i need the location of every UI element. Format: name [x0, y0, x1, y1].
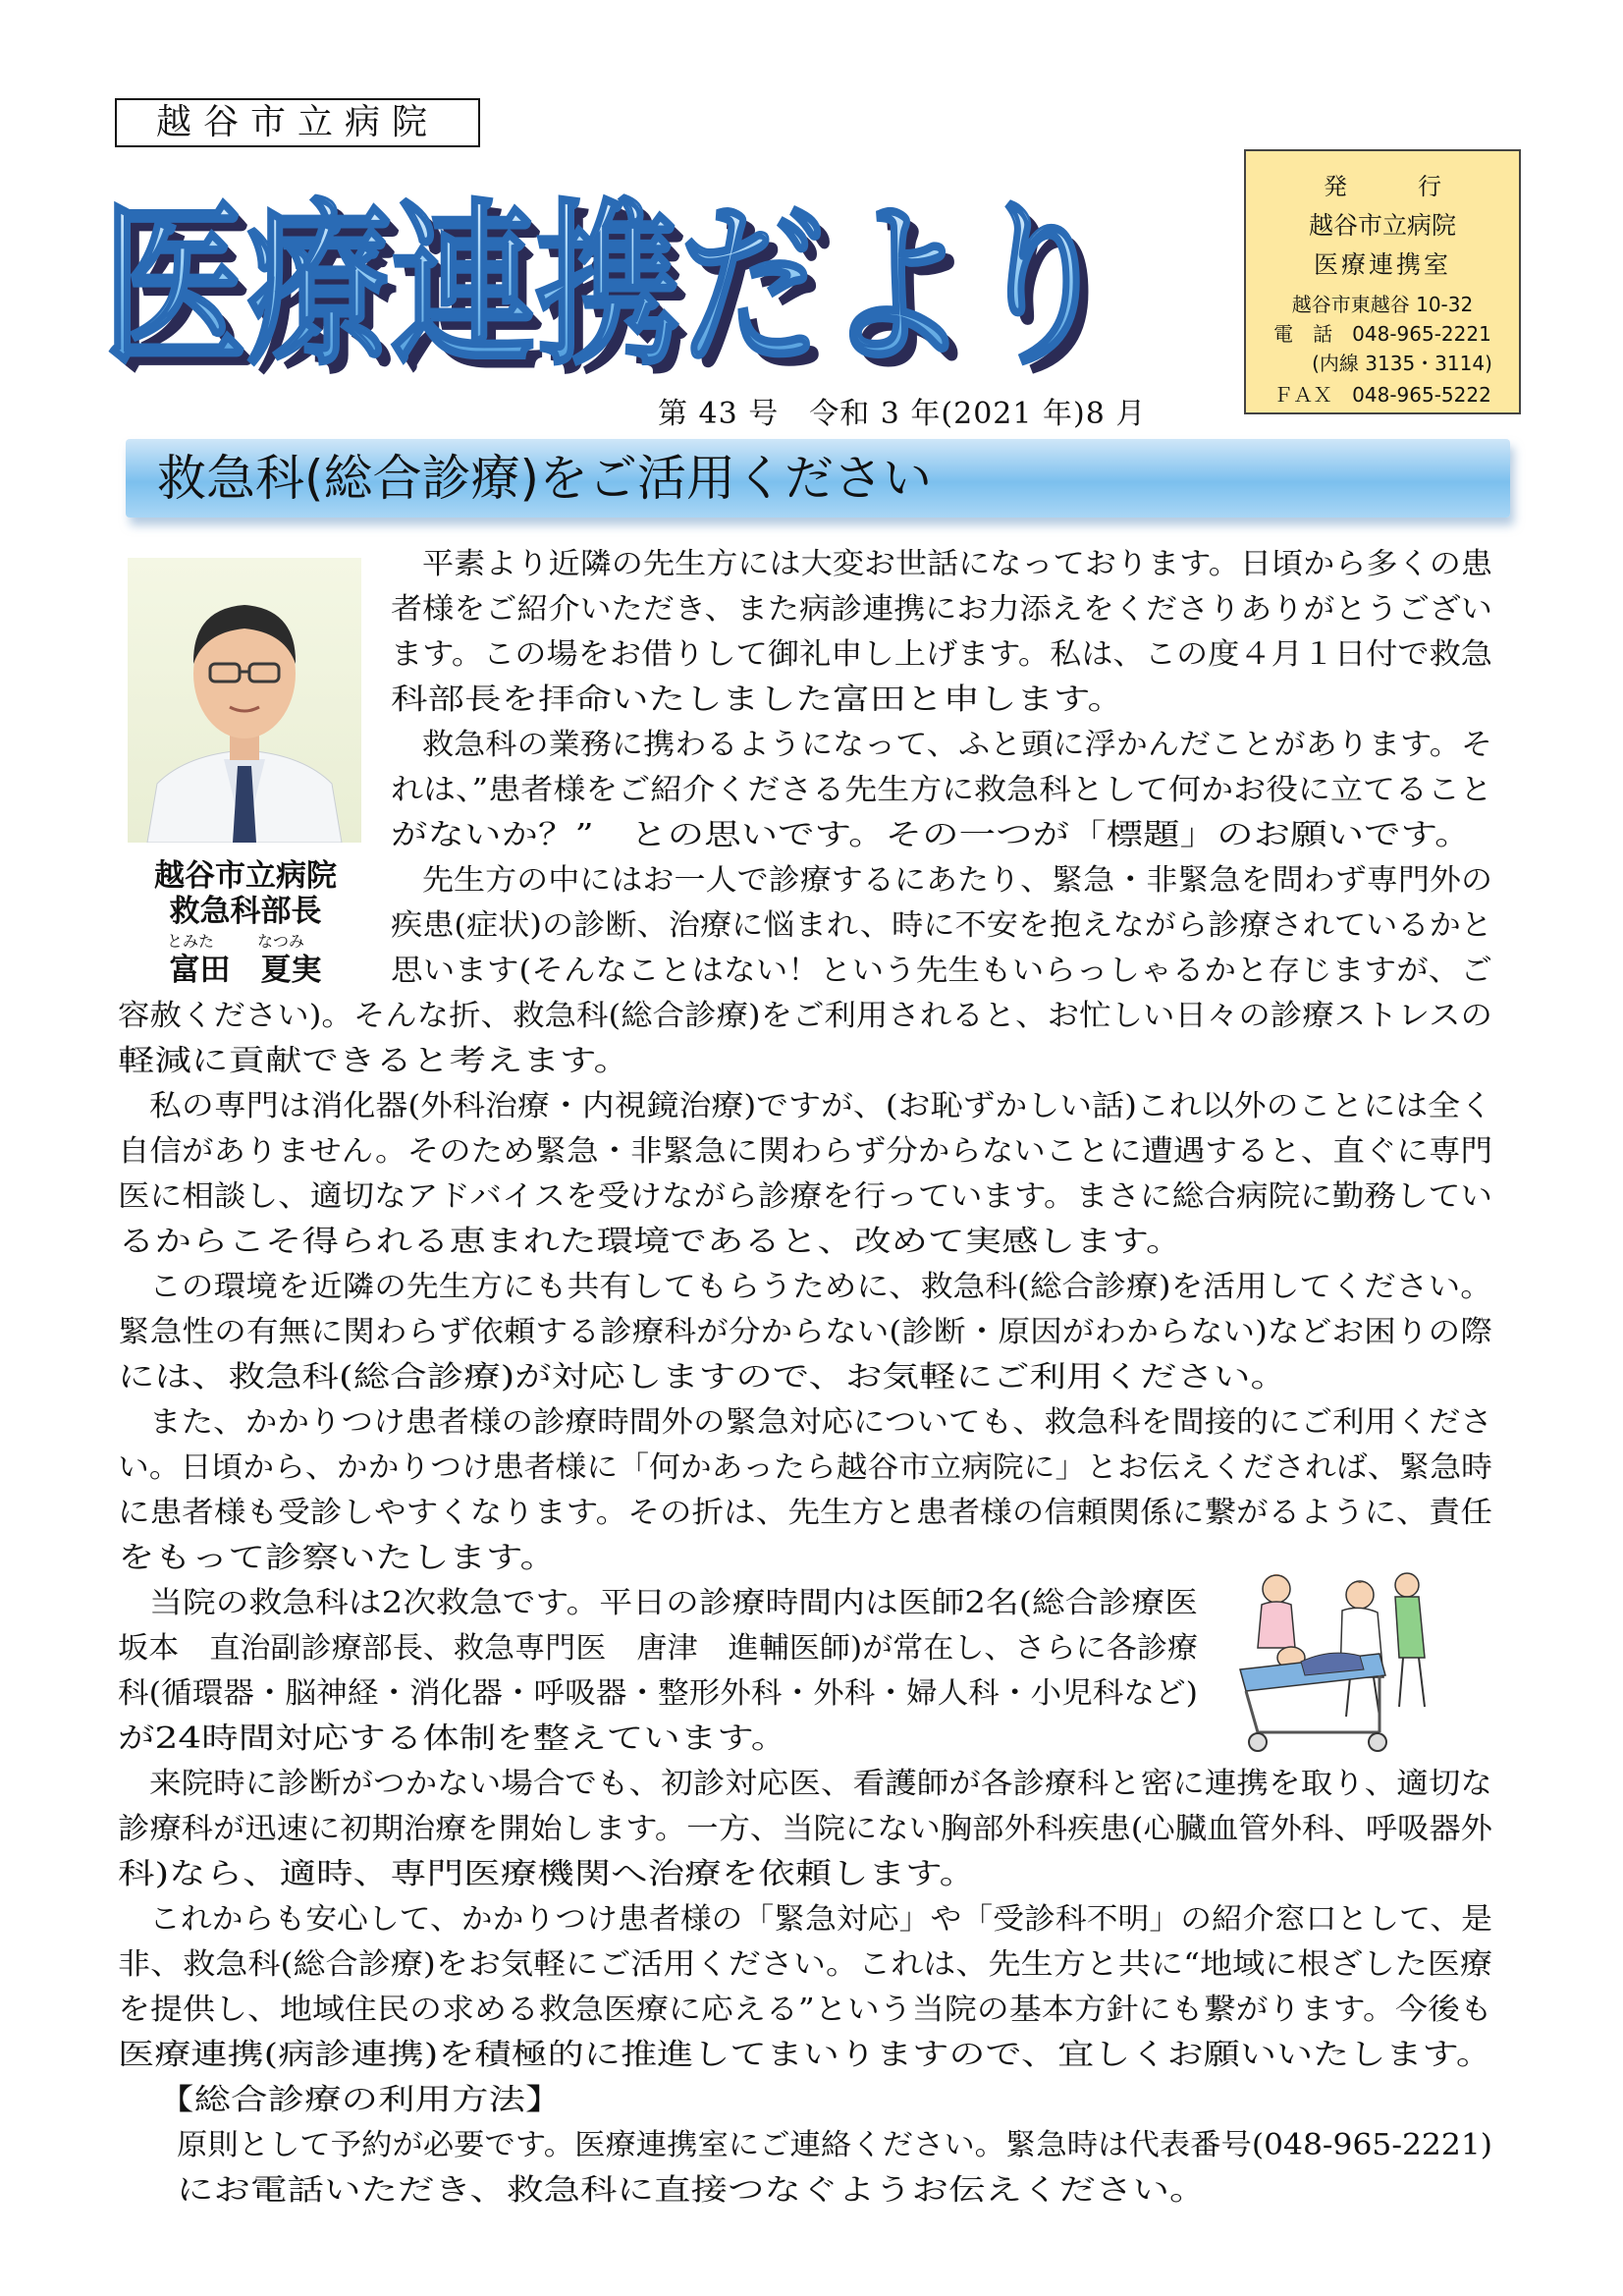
usage-line: にお電話いただき、救急科に直接つなぐようお伝えください。: [177, 2173, 1207, 2208]
text-line: 非、救急科(総合診療)をお気軽にご活用ください。これは、先生方と共に“地域に根ざした医療: [118, 1947, 1492, 1982]
text-line: 救急科の業務に携わるようになって、ふと頭に浮かんだことがあります。そ: [422, 728, 1492, 762]
publisher-line: 発 行: [1324, 173, 1441, 200]
article-title: 救急科(総合診療)をご活用ください: [157, 450, 933, 507]
text-line: 医療連携(病診連携)を積極的に推進してまいりますので、宜しくお願いいたします。: [118, 2038, 1492, 2072]
text-line: を提供し、地域住民の求める救急医療に応える”という当院の基本方針にも繋がります。今後も: [118, 1993, 1492, 2027]
text-line: 私の専門は消化器(外科治療・内視鏡治療)ですが、(お恥ずかしい話)これ以外のことには全く: [149, 1089, 1492, 1123]
text-line: この環境を近隣の先生方にも共有してもらうために、救急科(総合診療)を活用してください。: [149, 1270, 1492, 1304]
issue-number: 第 43 号 令和 3 年(2021 年)8 月: [658, 397, 1147, 431]
text-line: 思います(そんなことはない！という先生もいらっしゃるかと存じますが、ご: [391, 954, 1492, 988]
text-line: 軽減に貢献できると考えます。: [118, 1044, 631, 1078]
text-line: 平素より近隣の先生方には大変お世話になっております。日頃から多くの患: [422, 547, 1492, 581]
text-line: 科部長を拝命いたしました富田と申します。: [391, 683, 1125, 717]
text-line: がないか？” との思いです。その一つが「標題」のお願いです。: [391, 818, 1472, 852]
author-photo: [128, 558, 361, 843]
publisher-box: [1244, 149, 1521, 414]
text-line: が24時間対応する体制を整えています。: [118, 1722, 788, 1756]
text-line: 緊急性の有無に関わらず依頼する診療科が分からない(診断・原因がわからない)などお困りの際: [118, 1315, 1492, 1349]
text-line: 疾患(症状)の診断、治療に悩まれ、時に不安を抱えながら診療されているかと: [391, 908, 1492, 943]
publisher-line: 越谷市東越谷 10-32: [1291, 293, 1474, 316]
author-position: 救急科部長: [169, 894, 322, 929]
text-line: 医に相談し、適切なアドバイスを受けながら診療を行っています。まさに総合病院に勤務してい: [118, 1179, 1492, 1214]
text-line: 診療科が迅速に初期治療を開始します。一方、当院にない胸部外科疾患(心臓血管外科、呼吸器外: [118, 1812, 1493, 1846]
text-line: れは、”患者様をご紹介くださる先生方に救急科として何かお役に立てること: [391, 773, 1492, 807]
publisher-line: 医療連携室: [1313, 250, 1451, 279]
author-ruby-given: なつみ: [257, 932, 305, 951]
author-name: 富田 夏実: [169, 953, 322, 988]
stretcher-illustration: [1232, 1559, 1448, 1761]
text-line: これからも安心して、かかりつけ患者様の「緊急対応」や「受診科不明」の紹介窓口として、是: [149, 1902, 1492, 1937]
text-line: るからこそ得られる恵まれた環境であると、改めて実感します。: [118, 1225, 1183, 1259]
publisher-line: (内線 3135・3114): [1312, 352, 1492, 375]
text-line: 者様をご紹介いただき、また病診連携にお力添えをくださりありがとうござい: [391, 592, 1492, 627]
text-line: 科(循環器・脳神経・消化器・呼吸器・整形外科・外科・婦人科・小児科など): [118, 1676, 1198, 1711]
text-line: 自信がありません。そのため緊急・非緊急に関わらず分からないことに遭遇すると、直ぐに専門: [118, 1134, 1492, 1169]
svg-text:医療連携だより: 医療連携だより: [112, 194, 1123, 400]
hospital-name-box: 越谷市立病院: [115, 98, 480, 147]
text-line: をもって診察いたします。: [118, 1541, 558, 1575]
usage-heading: 【総合診療の利用方法】: [157, 2083, 563, 2117]
text-line: ます。この場をお借りして御礼申し上げます。私は、この度４月１日付で救急: [391, 637, 1492, 672]
text-line: には、救急科(総合診療)が対応しますので、お気軽にご利用ください。: [118, 1360, 1288, 1394]
text-line: 科)なら、適時、専門医療機関へ治療を依頼します。: [118, 1857, 977, 1891]
text-line: 先生方の中にはお一人で診療するにあたり、緊急・非緊急を問わず専門外の: [422, 863, 1492, 898]
text-line: 容赦ください)。そんな折、救急科(総合診療)をご利用されると、お忙しい日々の診療ストレスの: [118, 999, 1492, 1033]
text-line: 来院時に診断がつかない場合でも、初診対応医、看護師が各診療科と密に連携を取り、適切な: [149, 1767, 1493, 1801]
text-line: い。日頃から、かかりつけ患者様に「何かあったら越谷市立病院に」とお伝えくだされば、緊急時: [118, 1450, 1492, 1485]
publisher-line: 電 話 048-965-2221: [1273, 322, 1491, 346]
usage-line: 原則として予約が必要です。医療連携室にご連絡ください。緊急時は代表番号(048-965-2221): [177, 2128, 1492, 2162]
text-line: 坂本 直治副診療部長、救急専門医 唐津 進輔医師)が常在し、さらに各診療: [118, 1631, 1198, 1666]
author-affiliation: 越谷市立病院: [154, 858, 337, 894]
text-line: また、かかりつけ患者様の診療時間外の緊急対応についても、救急科を間接的にご利用くださ: [149, 1405, 1492, 1440]
text-line: 当院の救急科は2次救急です。平日の診療時間内は医師2名(総合診療医: [149, 1586, 1198, 1620]
publisher-line: 越谷市立病院: [1308, 211, 1456, 240]
svg-text:医療連携だより: 医療連携だより: [102, 185, 1113, 390]
text-line: に患者様も受診しやすくなります。その折は、先生方と患者様の信頼関係に繋がるように、責任: [118, 1496, 1492, 1530]
publisher-line: ＦＡＸ 048-965-5222: [1273, 383, 1491, 407]
author-ruby-family: とみた: [167, 932, 215, 951]
masthead-title: [98, 147, 1139, 403]
